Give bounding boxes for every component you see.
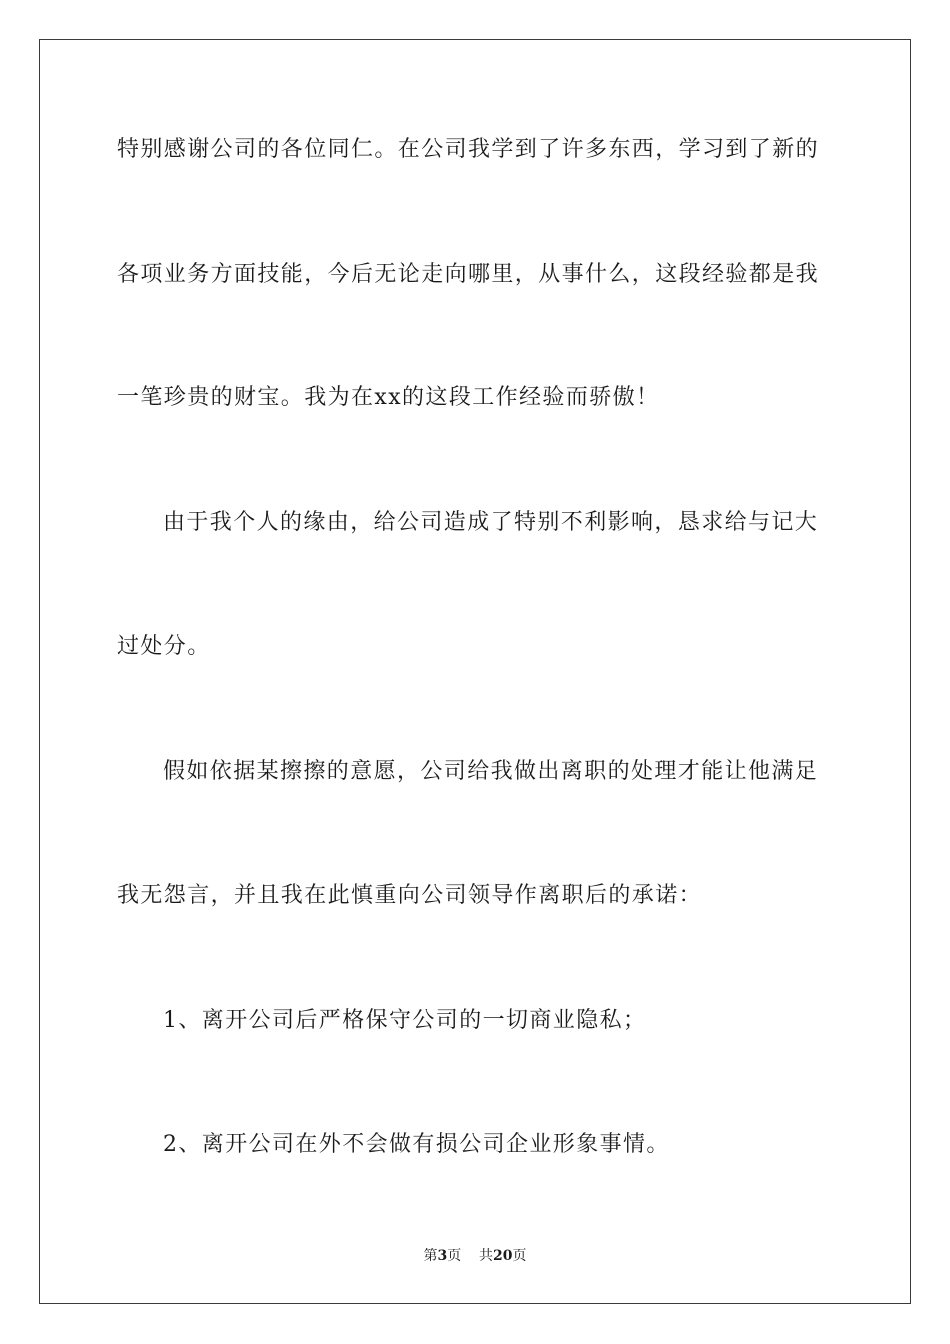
body-text-line: 一笔珍贵的财宝。我为在xx的这段工作经验而骄傲！ — [117, 385, 660, 410]
page-prefix: 第 — [423, 1248, 438, 1264]
total-prefix: 共 — [479, 1248, 494, 1264]
body-text-line: 特别感谢公司的各位同仁。在公司我学到了许多东西，学习到了新的 — [117, 137, 820, 162]
page-border — [39, 39, 911, 1304]
body-text-line: 我无怨言，并且我在此慎重向公司领导作离职后的承诺： — [117, 883, 703, 908]
paragraph-start-line: 假如依据某擦擦的意愿，公司给我做出离职的处理才能让他满足 — [163, 759, 819, 784]
list-item-2: 2、离开公司在外不会做有损公司企业形象事情。 — [163, 1132, 670, 1157]
paragraph-start-line: 由于我个人的缘由，给公司造成了特别不利影响，恳求给与记大 — [163, 510, 819, 535]
page-suffix: 页 — [447, 1248, 462, 1264]
page-footer — [0, 1246, 950, 1266]
total-pages: 20 — [493, 1248, 513, 1264]
list-item-1: 1、离开公司后严格保守公司的一切商业隐私； — [163, 1008, 647, 1033]
total-suffix: 页 — [512, 1248, 527, 1264]
body-text-line: 各项业务方面技能，今后无论走向哪里，从事什么，这段经验都是我 — [117, 262, 820, 287]
page-number: 3 — [437, 1248, 448, 1264]
body-text-line: 过处分。 — [117, 634, 211, 659]
